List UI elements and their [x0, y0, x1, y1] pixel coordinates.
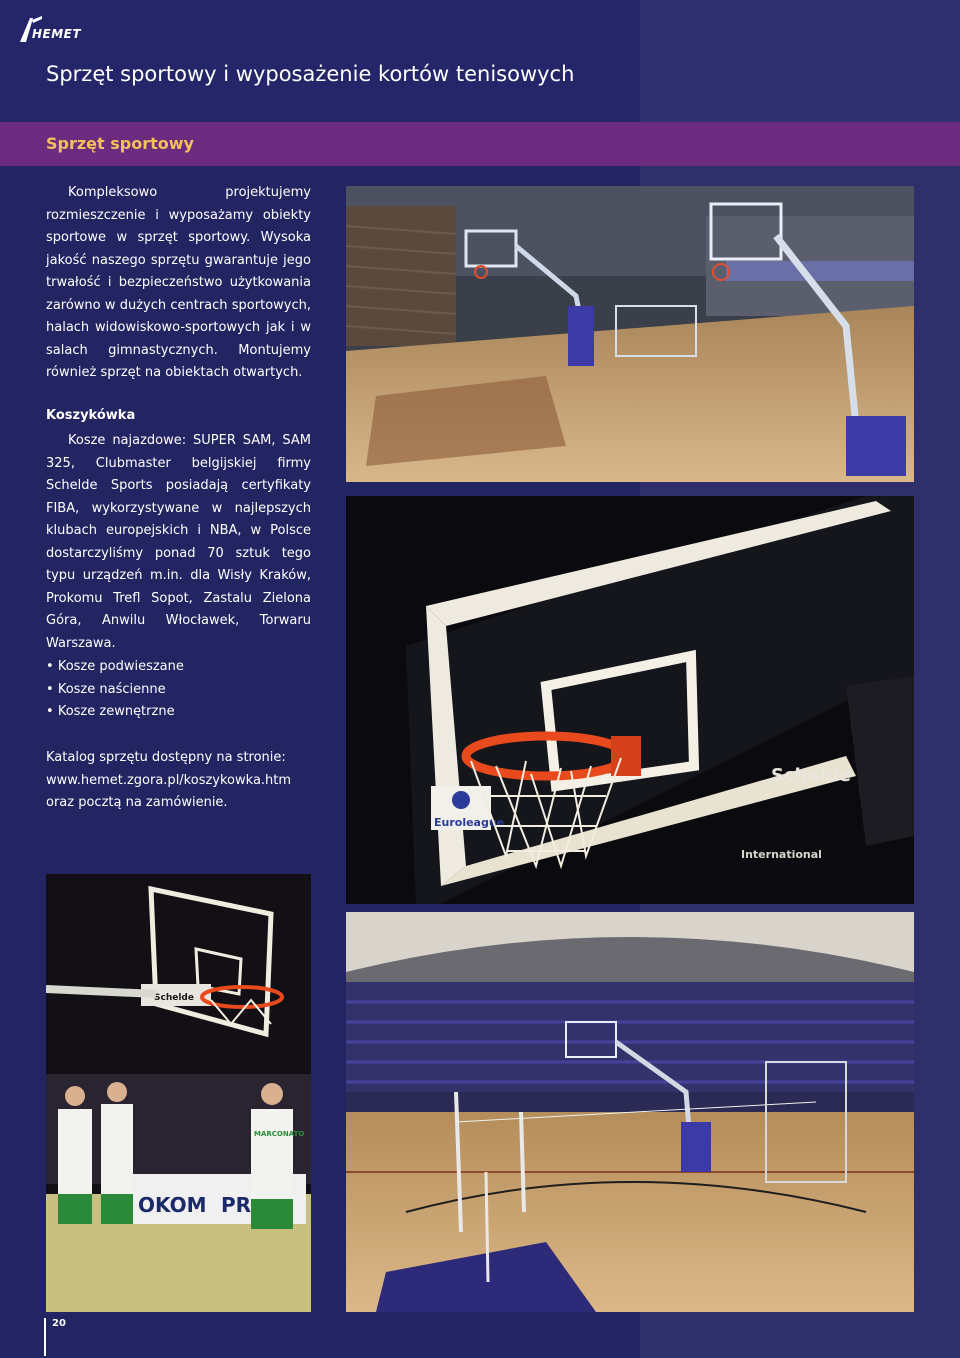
koszykowka-paragraph: Kosze najazdowe: SUPER SAM, SAM 325, Clubmaster belgijskiej firmy Schelde Sports posiadają certyfikaty FIBA, wykorzystywane w najlepszych klubach europejskich i NBA, w Polsce dostarczyliśmy ponad 70 sztuk tego typu urządzeń m.in. dla Wisły Kraków, Prokomu Trefl Sopot, Zastalu Zielona Góra, Anwilu Włocławek, Torwaru Warszawa.: [46, 433, 311, 651]
sponsor-label: PR: [221, 1193, 252, 1217]
page-marker-line: [44, 1318, 46, 1356]
catalog-url[interactable]: www.hemet.zgora.pl/koszykowka.htm: [46, 772, 292, 788]
list-item: • Kosze zewnętrzne: [46, 701, 311, 724]
catalog-line: oraz pocztą na zamówienie.: [46, 795, 228, 810]
euroleague-label: Euroleague: [434, 816, 505, 829]
header-right-panel: [640, 0, 960, 122]
section-title: Sprzęt sportowy: [46, 134, 194, 153]
schelde-label: Schelde: [771, 765, 851, 786]
schelde-small-label: Schelde: [154, 993, 194, 1003]
photo-arena: [346, 912, 914, 1312]
list-item: • Kosze podwieszane: [46, 656, 311, 679]
bullet-list: [46, 656, 311, 724]
photo-players: [46, 874, 311, 1312]
catalog-info: [46, 747, 316, 815]
catalog-line: Katalog sprzętu dostępny na stronie:: [46, 750, 286, 765]
marconato-label: MARCONATO: [254, 1130, 305, 1138]
page-number: 20: [52, 1318, 66, 1329]
intro-paragraph: Kompleksowo projektujemy rozmieszczenie i wyposażamy obiekty sportowe w sprzęt sportowy. Wysoka jakość naszego sprzętu gwarantuje jego trwałość i bezpieczeństwo użytkowania zarówno w dużych centrach sportowych, halach widowiskowo-sportowych jak i w salach gimnastycznych. Montujemy również sprzęt na obiektach otwartych.: [46, 185, 311, 380]
logo-text: HEMET: [32, 27, 82, 41]
page-header: [0, 0, 960, 122]
koszykowka-heading: Koszykówka: [46, 408, 136, 423]
photo-sports-hall: [346, 186, 914, 482]
international-label: International: [741, 848, 822, 861]
page-title: Sprzęt sportowy i wyposażenie kortów tenisowych: [46, 62, 575, 86]
list-item: • Kosze naścienne: [46, 679, 311, 702]
photo-backboard-closeup: [346, 496, 914, 904]
prokom-label: OKOM: [138, 1193, 207, 1217]
